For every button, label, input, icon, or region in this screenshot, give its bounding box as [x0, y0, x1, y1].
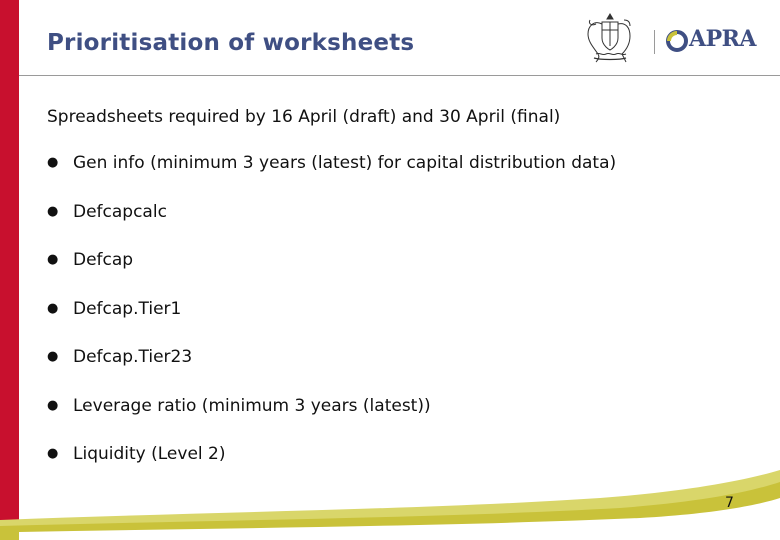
bullet-dot-icon: ● — [47, 155, 59, 170]
list-item — [47, 152, 616, 201]
bullet-text: Defcapcalc — [73, 201, 167, 222]
list-item — [47, 249, 616, 298]
apra-logo-icon — [666, 30, 688, 52]
page-number: 7 — [725, 495, 734, 511]
bullet-dot-icon: ● — [47, 446, 59, 461]
header-logos — [580, 10, 770, 66]
apra-logo-text: APRA — [689, 26, 756, 52]
left-accent-bar — [0, 0, 19, 540]
list-item — [47, 395, 616, 444]
bullet-text: Gen info (minimum 3 years (latest) for capital distribution data) — [73, 153, 617, 173]
bullet-text: Defcap — [73, 250, 134, 270]
logo-divider — [654, 30, 655, 54]
bullet-text: Liquidity (Level 2) — [73, 444, 226, 464]
bottom-wave-decoration — [0, 470, 780, 540]
list-item — [47, 346, 616, 395]
coat-of-arms-icon — [580, 10, 640, 66]
bullet-text: Defcap.Tier23 — [73, 347, 193, 367]
list-item — [47, 298, 616, 347]
bullet-dot-icon: ● — [47, 300, 59, 316]
bullet-list — [47, 152, 616, 492]
list-item — [47, 201, 616, 250]
intro-text: Spreadsheets required by 16 April (draft) and 30 April (final) — [47, 107, 561, 127]
bullet-text: Leverage ratio (minimum 3 years (latest)) — [73, 395, 431, 416]
bullet-dot-icon: ● — [47, 397, 59, 413]
bullet-text: Defcap.Tier1 — [73, 298, 182, 319]
title-divider — [19, 75, 780, 76]
bullet-dot-icon: ● — [47, 203, 59, 219]
bullet-dot-icon: ● — [47, 349, 59, 364]
slide-title: Prioritisation of worksheets — [47, 30, 415, 56]
bullet-dot-icon: ● — [47, 252, 59, 267]
